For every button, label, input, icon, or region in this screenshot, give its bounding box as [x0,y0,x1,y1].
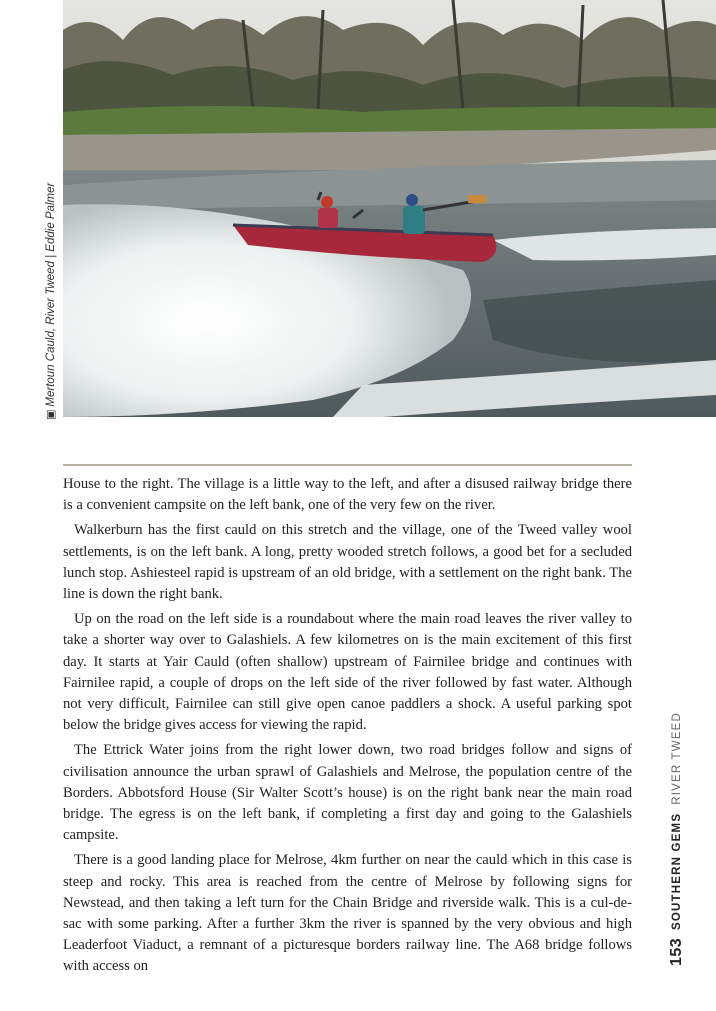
paragraph: The Ettrick Water joins from the right lower down, two road bridges follow and signs of civilisation announce the urban sprawl of Galashiels and Melrose, the population centre of the Borders. Abbotsford House (Sir Walter Scott’s house) is on the right bank near the main road bridge. The egress is on the left bank, if completing a first day and going to the Galashiels campsite. [63,742,632,844]
running-header [670,712,684,930]
section-divider [63,464,632,466]
body-text [63,474,632,982]
paragraph: There is a good landing place for Melrose, 4km further on near the cauld which in this case is steep and rocky. This area is reached from the centre of Melrose by following signs for Newstead, and then taking a left turn for the Chain Bridge and riverside walk. This is a cul-de-sac with some parking. After a further 3km the river is spanned by the very obvious and high Leaderfoot Viaduct, a remnant of a picturesque borders railway line. The A68 bridge follows with access on [63,852,632,975]
photo-credit [44,183,58,420]
section-title: SOUTHERN GEMS [671,812,683,930]
photo-canoe-rapid [63,0,716,417]
subsection-title: RIVER TWEED [671,711,683,805]
camera-icon: ▣ [45,409,57,420]
page-number: 153 [668,937,685,966]
paragraph: Up on the road on the left side is a roundabout where the main road leaves the river valley to take a shorter way over to Galashiels. A few kilometres on is the main excitement of this first day. It starts at Yair Cauld (often shallow) upstream of Fairnilee bridge and continues with Fairnilee rapid, a couple of drops on the left side of the river followed by fast water. Although not very difficult, Fairnilee can still give open canoe paddlers a shock. A useful parking spot below the bridge gives access for viewing the rapid. [63,611,632,734]
photo-credit-text: Mertoun Cauld, River Tweed | Eddie Palmer [45,182,57,407]
paragraph: Walkerburn has the first cauld on this stretch and the village, one of the Tweed valley wool settlements, is on the left bank. A long, pretty wooded stretch follows, a good bet for a secluded lunch stop. Ashiesteel rapid is upstream of an old bridge, with a settlement on the right bank. The line is down the right bank. [63,522,632,603]
paragraph: House to the right. The village is a little way to the left, and after a disused railway bridge there is a convenient campsite on the left bank, one of the very few on the river. [63,476,632,514]
